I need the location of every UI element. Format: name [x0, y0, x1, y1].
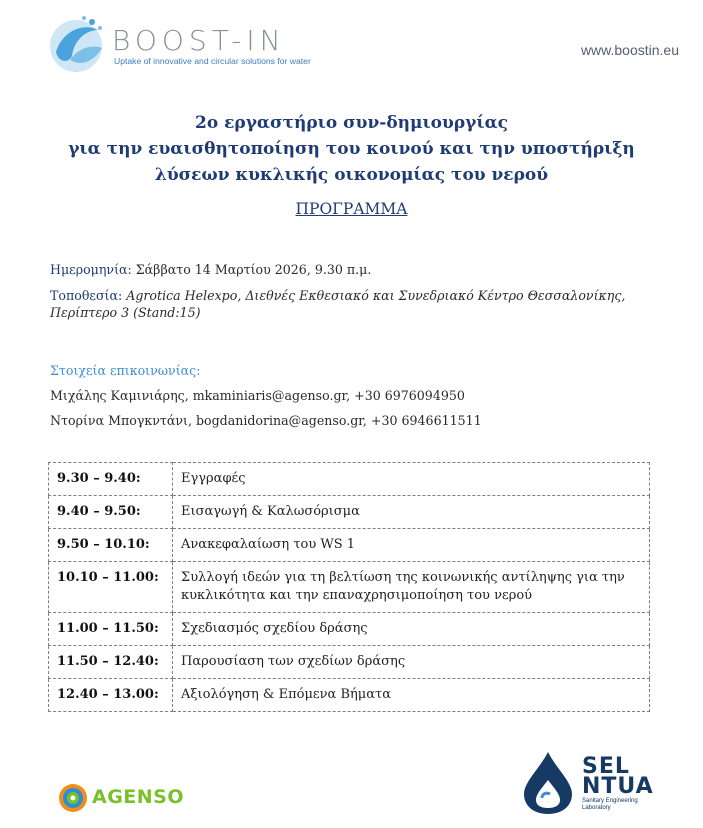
title-line-1: 2ο εργαστήριο συν-δημιουργίας	[194, 113, 509, 133]
schedule-table	[48, 462, 650, 712]
location-label: Τοποθεσία:	[50, 288, 123, 303]
brand-tagline: Uptake of innovative and circular solutions for water	[114, 56, 311, 66]
agenso-logo	[58, 780, 208, 814]
contact-person: Ντορίνα Μπογκντάνι, bogdanidorina@agenso.gr, +30 6946611511	[50, 413, 482, 428]
schedule-time: 10.10 – 11.00:	[49, 562, 173, 613]
event-location	[50, 287, 625, 321]
location-line-1: Agrotica Helexpo, Διεθνές Εκθεσιακό και Συνεδριακό Κέντρο Θεσσαλονίκης,	[126, 288, 626, 303]
selntua-logo	[520, 750, 660, 818]
document-title	[0, 110, 703, 188]
boost-in-logo	[48, 12, 318, 76]
agenso-circle-icon	[58, 783, 88, 813]
schedule-activity: Συλλογή ιδεών για τη βελτίωση της κοινωνικής αντίληψης για την κυκλικότητα και την επαναχρησιμοποίηση του νερού	[173, 562, 650, 613]
selntua-line-1: SEL	[582, 754, 630, 779]
schedule-time: 9.30 – 9.40:	[49, 463, 173, 496]
schedule-time: 9.50 – 10.10:	[49, 529, 173, 562]
schedule-activity: Εισαγωγή & Καλωσόρισμα	[173, 496, 650, 529]
schedule-time: 12.40 – 13.00:	[49, 679, 173, 712]
brand-name: BOOST-IN	[112, 24, 286, 57]
schedule-time: 9.40 – 9.50:	[49, 496, 173, 529]
schedule-time: 11.50 – 12.40:	[49, 646, 173, 679]
water-drop-icon	[520, 750, 576, 816]
schedule-activity: Αξιολόγηση & Επόμενα Βήματα	[173, 679, 650, 712]
table-row	[49, 679, 650, 712]
contact-person: Μιχάλης Καμινιάρης, mkaminiaris@agenso.gr, +30 6976094950	[50, 388, 465, 403]
schedule-activity: Παρουσίαση των σχεδίων δράσης	[173, 646, 650, 679]
selntua-subtitle: Sanitary Engineering Laboratory	[582, 798, 638, 811]
location-line-2: Περίπτερο 3 (Stand:15)	[50, 305, 201, 320]
schedule-activity: Εγγραφές	[173, 463, 650, 496]
title-line-2: για την ευαισθητοποίηση του κοινού και την υποστήριξη	[68, 139, 635, 159]
date-value: Σάββατο 14 Μαρτίου 2026, 9.30 π.μ.	[135, 262, 372, 277]
table-row	[49, 496, 650, 529]
title-line-3: λύσεων κυκλικής οικονομίας του νερού	[154, 165, 549, 185]
table-row	[49, 646, 650, 679]
selntua-line-2: NTUA	[582, 774, 654, 799]
table-row	[49, 529, 650, 562]
website-url[interactable]: www.boostin.eu	[580, 42, 679, 58]
schedule-time: 11.00 – 11.50:	[49, 613, 173, 646]
schedule-activity: Ανακεφαλαίωση του WS 1	[173, 529, 650, 562]
water-splash-icon	[48, 12, 110, 76]
event-date	[50, 261, 371, 278]
program-heading: ΠΡΟΓΡΑΜΜΑ	[295, 200, 408, 218]
agenso-wordmark: AGENSO	[92, 786, 185, 808]
date-label: Ημερομηνία:	[50, 262, 132, 277]
table-row	[49, 463, 650, 496]
schedule-activity: Σχεδιασμός σχεδίου δράσης	[173, 613, 650, 646]
contacts-heading: Στοιχεία επικοινωνίας:	[50, 363, 201, 378]
table-row	[49, 613, 650, 646]
table-row	[49, 562, 650, 613]
